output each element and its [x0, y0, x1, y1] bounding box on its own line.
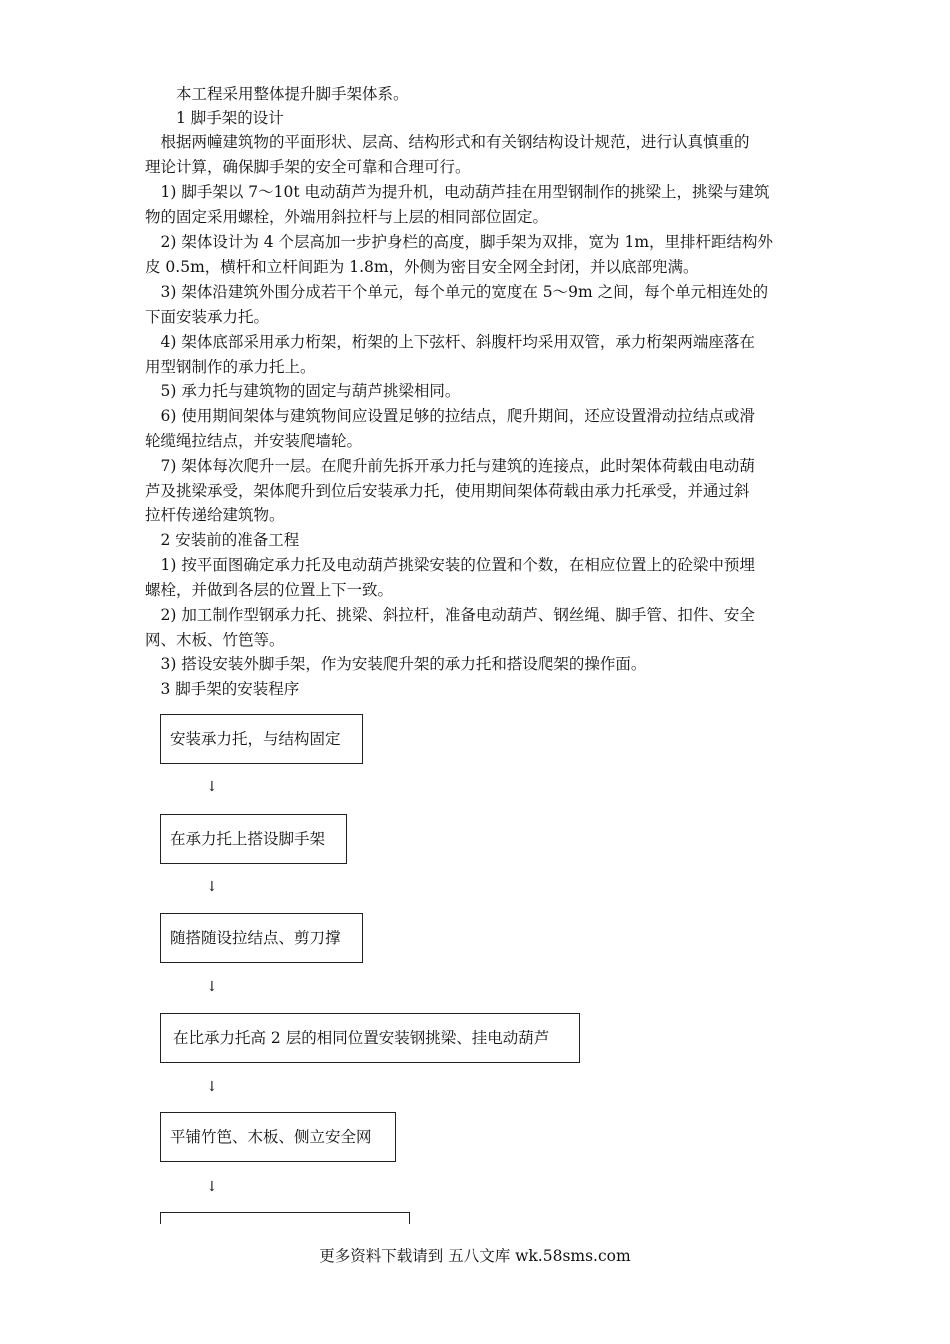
text-line: 2) 加工制作型钢承力托、挑梁、斜拉杆，准备电动葫芦、钢丝绳、脚手管、扣件、安全 — [145, 606, 755, 624]
text-line: 1) 按平面图确定承力托及电动葫芦挑梁安装的位置和个数，在相应位置上的砼梁中预埋 — [145, 556, 755, 574]
design-item-4 — [145, 330, 815, 379]
text-line: 2) 架体设计为 4 个层高加一步护身栏的高度，脚手架为双排，宽为 1m，里排杆距结构外 — [145, 233, 774, 251]
text-line: 下面安装承力托。 — [145, 307, 270, 326]
box-bottom-border — [161, 1062, 579, 1063]
flow-arrow-icon: ↓ — [206, 979, 218, 995]
text-line: 4) 架体底部采用承力桁架，桁架的上下弦杆、斜腹杆均采用双管，承力桁架两端座落在 — [145, 333, 755, 351]
text-line: 3 脚手架的安装程序 — [145, 680, 300, 698]
text-line: 轮缆绳拉结点，并安装爬墙轮。 — [145, 431, 363, 450]
flow-step-2 — [160, 814, 347, 864]
text-line: 1) 脚手架以 7～10t 电动葫芦为提升机，电动葫芦挂在用型钢制作的挑梁上，挑梁与建筑 — [145, 183, 770, 201]
box-bottom-border — [161, 962, 362, 963]
design-paragraph — [145, 130, 815, 179]
text-line: 3) 架体沿建筑外围分成若干个单元，每个单元的宽度在 5～9m 之间，每个单元相连处的 — [145, 283, 769, 301]
box-bottom-border — [161, 863, 346, 864]
box-side-borders — [160, 1212, 410, 1224]
flow-step-1 — [160, 714, 363, 764]
text-line: 根据两幢建筑物的平面形状、层高、结构形式和有关钢结构设计规范，进行认真慎重的 — [145, 133, 750, 151]
intro-paragraph — [145, 82, 815, 107]
section-heading-3 — [145, 677, 815, 702]
text-line: 2 安装前的准备工程 — [145, 531, 300, 549]
flow-step-4 — [160, 1013, 580, 1063]
design-item-7 — [145, 454, 815, 528]
design-item-1 — [145, 180, 815, 229]
box-top-border — [161, 714, 362, 715]
prep-item-2 — [145, 603, 815, 652]
text-line: 拉杆传递给建筑物。 — [145, 506, 285, 524]
design-item-5 — [145, 379, 815, 404]
text-line: 网、木板、竹笆等。 — [145, 630, 285, 649]
flow-step-label: 平铺竹笆、木板、侧立安全网 — [170, 1128, 372, 1146]
text-line: 螺栓，并做到各层的位置上下一致。 — [145, 580, 394, 599]
text-line: 3) 搭设安装外脚手架，作为安装爬升架的承力托和搭设爬架的操作面。 — [145, 655, 647, 673]
flow-step-label: 安装承力托，与结构固定 — [170, 730, 341, 748]
text-line: 本工程采用整体提升脚手架体系。 — [145, 85, 409, 103]
text-line: 皮 0.5m，横杆和立杆间距为 1.8m，外侧为密目安全网全封闭，并以底部兜满。 — [145, 257, 699, 276]
text-line: 7) 架体每次爬升一层。在爬升前先拆开承力托与建筑的连接点，此时架体荷载由电动葫 — [145, 457, 755, 475]
flow-step-5 — [160, 1112, 396, 1162]
flow-arrow-icon: ↓ — [206, 779, 218, 795]
footer-download-note: 更多资料下载请到 五八文库 wk.58sms.com — [319, 1247, 631, 1265]
box-top-border — [161, 913, 362, 914]
box-bottom-border — [161, 763, 362, 764]
design-item-2 — [145, 230, 815, 279]
flow-arrow-icon: ↓ — [206, 1179, 218, 1195]
text-line: 理论计算，确保脚手架的安全可靠和合理可行。 — [145, 157, 471, 176]
box-top-border — [161, 1112, 395, 1113]
flow-step-label: 在承力托上搭设脚手架 — [170, 830, 326, 848]
box-bottom-border — [161, 1161, 395, 1162]
text-line: 5) 承力托与建筑物的固定与葫芦挑梁相同。 — [145, 382, 461, 400]
text-line: 1 脚手架的设计 — [145, 109, 284, 127]
flow-step-label: 随搭随设拉结点、剪刀撑 — [170, 929, 341, 947]
flow-step-6-partial — [160, 1212, 410, 1226]
prep-item-1 — [145, 553, 815, 602]
flow-arrow-icon: ↓ — [206, 1079, 218, 1095]
text-line: 物的固定采用螺栓，外端用斜拉杆与上层的相同部位固定。 — [145, 207, 549, 226]
design-item-6 — [145, 404, 815, 453]
section-heading-2 — [145, 528, 815, 553]
text-line: 6) 使用期间架体与建筑物间应设置足够的拉结点，爬升期间，还应设置滑动拉结点或滑 — [145, 407, 755, 425]
design-item-3 — [145, 280, 815, 329]
flow-step-3 — [160, 913, 363, 963]
text-line: 芦及挑梁承受，架体爬升到位后安装承力托，使用期间架体荷载由承力托承受，并通过斜 — [145, 481, 750, 500]
flow-step-label: 在比承力托高 2 层的相同位置安装钢挑梁、挂电动葫芦 — [173, 1029, 550, 1047]
text-line: 用型钢制作的承力托上。 — [145, 357, 316, 376]
box-top-border — [161, 814, 346, 815]
prep-item-3 — [145, 652, 815, 677]
box-top-border — [161, 1013, 579, 1014]
section-heading-1 — [145, 106, 815, 131]
flow-arrow-icon: ↓ — [206, 879, 218, 895]
